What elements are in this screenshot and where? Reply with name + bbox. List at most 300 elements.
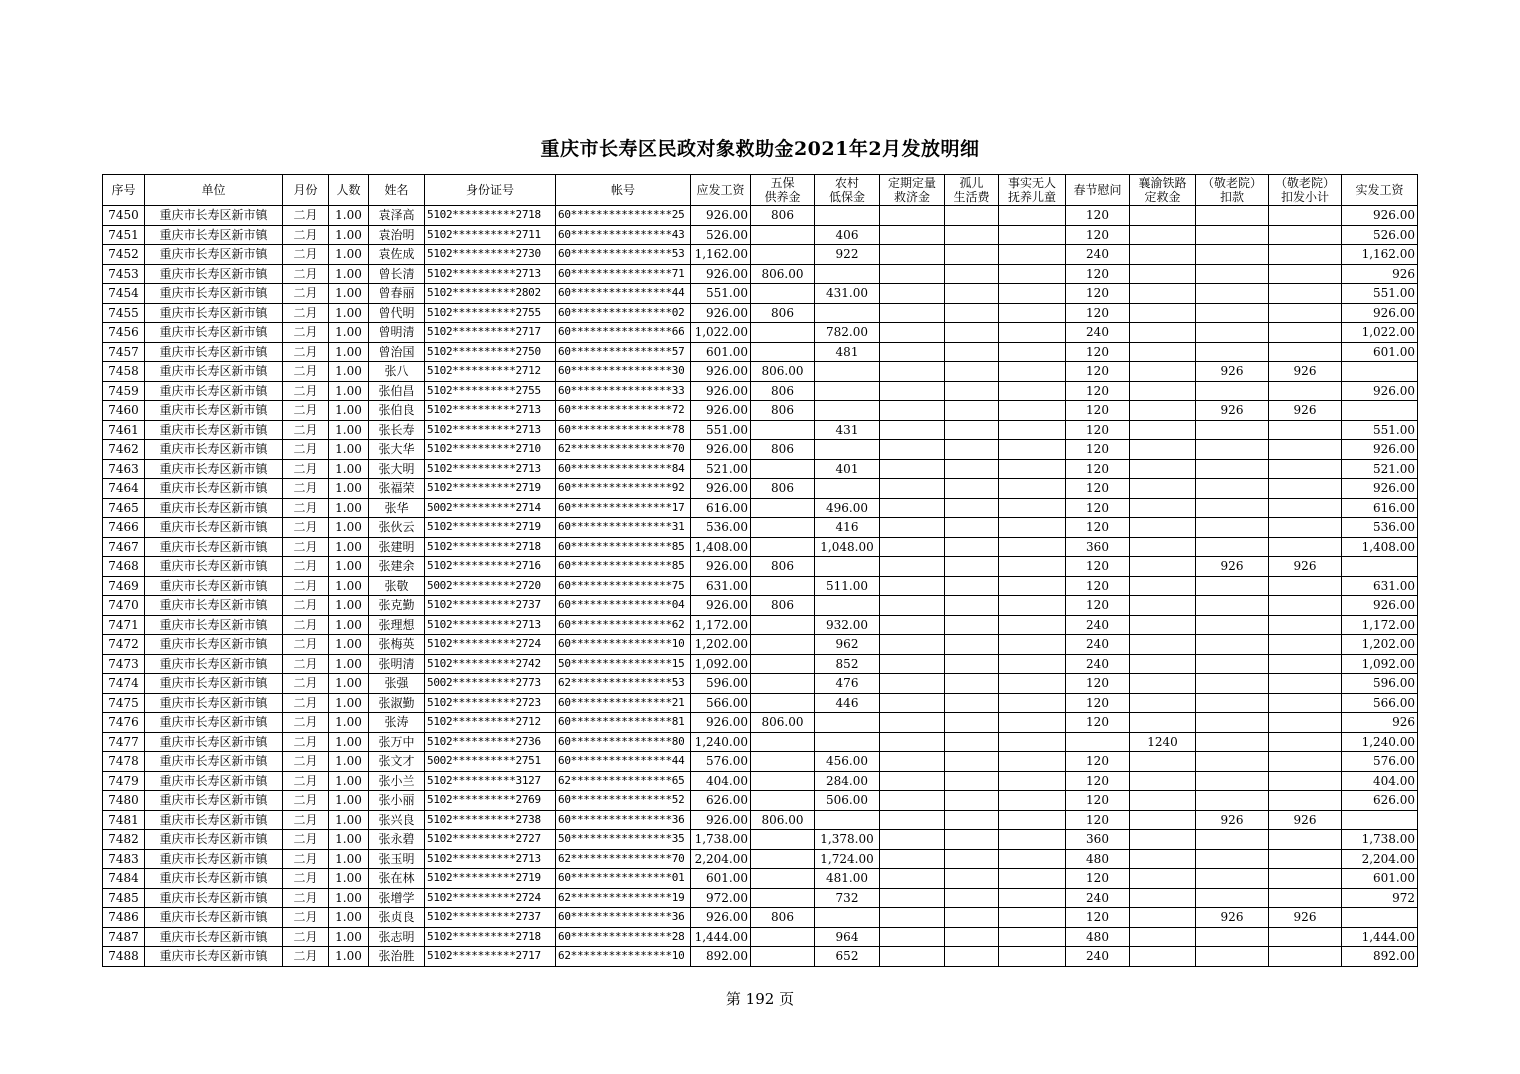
table-cell: 626.00 <box>691 791 751 811</box>
table-cell <box>1269 225 1342 245</box>
table-cell <box>999 849 1066 869</box>
table-row <box>103 440 1418 460</box>
table-cell <box>1269 479 1342 499</box>
table-cell: 480 <box>1066 927 1130 947</box>
table-cell: 1,738.00 <box>691 830 751 850</box>
table-cell <box>999 342 1066 362</box>
table-cell: 1.00 <box>329 635 369 655</box>
table-cell: 5102**********2737 <box>425 908 556 928</box>
table-cell <box>1196 830 1269 850</box>
table-cell <box>1130 752 1196 772</box>
table-cell: 7479 <box>103 771 145 791</box>
table-cell <box>751 459 815 479</box>
table-cell <box>815 908 880 928</box>
table-cell: 596.00 <box>691 674 751 694</box>
table-cell <box>880 440 945 460</box>
table-cell: 62****************53 <box>556 674 691 694</box>
table-cell: 5102**********2727 <box>425 830 556 850</box>
table-cell: 806.00 <box>751 362 815 382</box>
table-cell: 120 <box>1066 576 1130 596</box>
table-cell: 5102**********2712 <box>425 713 556 733</box>
table-cell <box>945 888 999 908</box>
column-header: 单位 <box>145 175 283 206</box>
table-cell: 5102**********2730 <box>425 245 556 265</box>
table-cell: 431 <box>815 420 880 440</box>
table-cell <box>880 284 945 304</box>
table-cell: 7464 <box>103 479 145 499</box>
table-cell: 7482 <box>103 830 145 850</box>
table-cell: 120 <box>1066 225 1130 245</box>
column-header: 序号 <box>103 175 145 206</box>
table-cell: 806.00 <box>751 264 815 284</box>
table-cell: 926 <box>1342 264 1418 284</box>
table-cell <box>880 459 945 479</box>
table-cell: 二月 <box>283 830 329 850</box>
table-cell: 重庆市长寿区新市镇 <box>145 635 283 655</box>
table-cell: 806 <box>751 908 815 928</box>
table-cell: 袁治明 <box>369 225 425 245</box>
table-cell: 926.00 <box>1342 596 1418 616</box>
table-row <box>103 206 1418 226</box>
table-cell: 张伯良 <box>369 401 425 421</box>
table-cell: 926.00 <box>691 362 751 382</box>
table-cell <box>999 596 1066 616</box>
table-cell: 5102**********2713 <box>425 401 556 421</box>
table-cell <box>999 362 1066 382</box>
table-cell: 二月 <box>283 771 329 791</box>
table-cell: 120 <box>1066 908 1130 928</box>
table-cell <box>945 225 999 245</box>
table-cell: 431.00 <box>815 284 880 304</box>
table-cell: 1.00 <box>329 342 369 362</box>
table-cell: 1.00 <box>329 615 369 635</box>
table-cell <box>945 459 999 479</box>
table-cell: 曾长清 <box>369 264 425 284</box>
table-row <box>103 869 1418 889</box>
table-cell: 60****************62 <box>556 615 691 635</box>
table-cell <box>945 323 999 343</box>
table-cell: 1,444.00 <box>1342 927 1418 947</box>
table-cell <box>1130 693 1196 713</box>
table-cell: 1,240.00 <box>1342 732 1418 752</box>
table-cell: 1,172.00 <box>691 615 751 635</box>
table-cell <box>880 810 945 830</box>
table-cell: 重庆市长寿区新市镇 <box>145 771 283 791</box>
table-cell <box>1196 479 1269 499</box>
table-cell: 7481 <box>103 810 145 830</box>
table-cell <box>880 615 945 635</box>
table-cell: 120 <box>1066 869 1130 889</box>
table-cell: 张梅英 <box>369 635 425 655</box>
table-cell <box>1196 713 1269 733</box>
table-cell: 60****************36 <box>556 908 691 928</box>
table-cell <box>1196 420 1269 440</box>
table-cell: 二月 <box>283 713 329 733</box>
table-cell: 1.00 <box>329 732 369 752</box>
table-cell <box>880 791 945 811</box>
table-cell: 张八 <box>369 362 425 382</box>
table-cell: 重庆市长寿区新市镇 <box>145 752 283 772</box>
table-cell <box>1196 869 1269 889</box>
table-cell <box>1196 674 1269 694</box>
table-cell <box>945 342 999 362</box>
table-cell: 张华 <box>369 498 425 518</box>
table-cell: 120 <box>1066 557 1130 577</box>
table-cell: 7463 <box>103 459 145 479</box>
table-cell <box>880 635 945 655</box>
column-header: 春节慰问 <box>1066 175 1130 206</box>
table-cell: 926.00 <box>691 303 751 323</box>
table-cell <box>999 635 1066 655</box>
table-cell <box>999 947 1066 967</box>
table-cell: 551.00 <box>691 284 751 304</box>
table-cell <box>1196 303 1269 323</box>
table-cell <box>1342 362 1418 382</box>
table-cell: 404.00 <box>691 771 751 791</box>
table-row <box>103 888 1418 908</box>
table-cell <box>1130 674 1196 694</box>
table-cell: 曾治国 <box>369 342 425 362</box>
column-header: （敬老院） 扣款 <box>1196 175 1269 206</box>
table-cell <box>751 732 815 752</box>
table-cell: 60****************44 <box>556 752 691 772</box>
table-cell <box>751 927 815 947</box>
table-cell <box>999 459 1066 479</box>
table-cell: 重庆市长寿区新市镇 <box>145 479 283 499</box>
table-cell <box>945 518 999 538</box>
table-cell <box>1196 342 1269 362</box>
table-cell: 481.00 <box>815 869 880 889</box>
table-cell: 二月 <box>283 284 329 304</box>
table-cell <box>1269 752 1342 772</box>
table-cell <box>1269 849 1342 869</box>
table-cell: 重庆市长寿区新市镇 <box>145 615 283 635</box>
table-row <box>103 459 1418 479</box>
table-cell: 1.00 <box>329 674 369 694</box>
table-cell: 张增学 <box>369 888 425 908</box>
table-cell: 926 <box>1269 557 1342 577</box>
table-cell: 601.00 <box>691 342 751 362</box>
table-cell: 张贞良 <box>369 908 425 928</box>
table-cell: 2,204.00 <box>691 849 751 869</box>
table-cell <box>1196 459 1269 479</box>
table-cell: 240 <box>1066 635 1130 655</box>
table-cell: 张建余 <box>369 557 425 577</box>
table-cell <box>751 635 815 655</box>
table-cell: 7466 <box>103 518 145 538</box>
table-cell <box>751 323 815 343</box>
table-cell <box>880 693 945 713</box>
table-cell: 526.00 <box>691 225 751 245</box>
table-cell <box>1269 713 1342 733</box>
table-cell: 1.00 <box>329 849 369 869</box>
table-cell <box>945 576 999 596</box>
table-cell: 120 <box>1066 401 1130 421</box>
table-cell: 1.00 <box>329 596 369 616</box>
table-cell <box>751 654 815 674</box>
column-header: 实发工资 <box>1342 175 1418 206</box>
table-cell: 张小兰 <box>369 771 425 791</box>
table-cell: 62****************70 <box>556 440 691 460</box>
table-row <box>103 342 1418 362</box>
table-cell: 1.00 <box>329 264 369 284</box>
table-cell <box>945 303 999 323</box>
table-cell: 926 <box>1196 362 1269 382</box>
table-cell <box>999 420 1066 440</box>
table-cell: 重庆市长寿区新市镇 <box>145 810 283 830</box>
table-cell: 962 <box>815 635 880 655</box>
table-cell: 重庆市长寿区新市镇 <box>145 849 283 869</box>
table-cell: 重庆市长寿区新市镇 <box>145 693 283 713</box>
table-row <box>103 537 1418 557</box>
table-cell <box>751 674 815 694</box>
table-cell <box>815 713 880 733</box>
table-row <box>103 849 1418 869</box>
table-cell <box>945 284 999 304</box>
table-cell: 5002**********2720 <box>425 576 556 596</box>
table-cell: 1,048.00 <box>815 537 880 557</box>
table-cell: 60****************04 <box>556 596 691 616</box>
table-cell <box>1269 303 1342 323</box>
table-cell: 1.00 <box>329 654 369 674</box>
table-cell: 60****************81 <box>556 713 691 733</box>
table-cell <box>751 615 815 635</box>
table-cell <box>751 752 815 772</box>
table-cell: 652 <box>815 947 880 967</box>
table-cell: 重庆市长寿区新市镇 <box>145 869 283 889</box>
table-cell <box>945 420 999 440</box>
table-cell: 5102**********2717 <box>425 323 556 343</box>
table-cell: 7487 <box>103 927 145 947</box>
table-cell: 60****************36 <box>556 810 691 830</box>
table-cell <box>880 401 945 421</box>
table-cell <box>999 303 1066 323</box>
table-cell <box>880 245 945 265</box>
table-cell: 926.00 <box>691 264 751 284</box>
table-cell: 二月 <box>283 440 329 460</box>
table-row <box>103 498 1418 518</box>
column-header: 人数 <box>329 175 369 206</box>
table-cell <box>1130 615 1196 635</box>
table-cell: 526.00 <box>1342 225 1418 245</box>
table-cell: 张永碧 <box>369 830 425 850</box>
table-cell <box>945 732 999 752</box>
table-cell: 1,022.00 <box>1342 323 1418 343</box>
table-cell: 5102**********2724 <box>425 888 556 908</box>
table-cell <box>751 420 815 440</box>
table-cell: 二月 <box>283 303 329 323</box>
table-cell: 240 <box>1066 888 1130 908</box>
table-cell <box>880 518 945 538</box>
table-cell <box>1130 888 1196 908</box>
table-cell: 二月 <box>283 498 329 518</box>
table-cell <box>751 947 815 967</box>
table-cell <box>999 713 1066 733</box>
table-cell: 60****************33 <box>556 381 691 401</box>
table-cell: 7475 <box>103 693 145 713</box>
table-cell <box>1269 323 1342 343</box>
table-cell: 932.00 <box>815 615 880 635</box>
table-cell: 60****************92 <box>556 479 691 499</box>
table-cell: 1,202.00 <box>691 635 751 655</box>
table-cell: 456.00 <box>815 752 880 772</box>
table-cell: 240 <box>1066 323 1130 343</box>
table-cell <box>751 284 815 304</box>
table-cell <box>751 225 815 245</box>
table-cell <box>1130 576 1196 596</box>
table-cell: 1.00 <box>329 206 369 226</box>
table-cell: 120 <box>1066 420 1130 440</box>
table-cell: 7485 <box>103 888 145 908</box>
table-cell <box>880 674 945 694</box>
table-cell: 60****************80 <box>556 732 691 752</box>
table-cell: 7484 <box>103 869 145 889</box>
table-cell: 7472 <box>103 635 145 655</box>
table-cell: 480 <box>1066 849 1130 869</box>
table-cell: 张建明 <box>369 537 425 557</box>
table-cell <box>1269 888 1342 908</box>
table-cell <box>1130 810 1196 830</box>
table-row <box>103 381 1418 401</box>
table-cell: 二月 <box>283 420 329 440</box>
table-cell <box>751 518 815 538</box>
table-cell: 360 <box>1066 830 1130 850</box>
table-cell: 张明清 <box>369 654 425 674</box>
table-cell <box>999 771 1066 791</box>
table-cell <box>1130 284 1196 304</box>
table-cell: 1,724.00 <box>815 849 880 869</box>
table-cell <box>945 654 999 674</box>
column-header: 农村 低保金 <box>815 175 880 206</box>
table-cell <box>1196 927 1269 947</box>
table-row <box>103 810 1418 830</box>
table-cell: 重庆市长寿区新市镇 <box>145 303 283 323</box>
column-header: 月份 <box>283 175 329 206</box>
table-cell: 284.00 <box>815 771 880 791</box>
table-cell: 5102**********2712 <box>425 362 556 382</box>
table-cell <box>880 752 945 772</box>
table-row <box>103 635 1418 655</box>
table-cell <box>945 791 999 811</box>
table-cell: 二月 <box>283 732 329 752</box>
table-cell <box>1130 420 1196 440</box>
table-cell: 张福荣 <box>369 479 425 499</box>
table-cell: 5102**********2717 <box>425 947 556 967</box>
table-cell: 551.00 <box>691 420 751 440</box>
table-cell <box>945 635 999 655</box>
table-row <box>103 401 1418 421</box>
table-row <box>103 284 1418 304</box>
table-cell <box>945 752 999 772</box>
table-cell: 7480 <box>103 791 145 811</box>
column-header: 事实无人 抚养儿童 <box>999 175 1066 206</box>
table-cell: 1.00 <box>329 791 369 811</box>
table-cell: 60****************17 <box>556 498 691 518</box>
table-cell: 曾春丽 <box>369 284 425 304</box>
table-cell <box>1130 908 1196 928</box>
table-body <box>103 206 1418 967</box>
table-cell: 240 <box>1066 245 1130 265</box>
table-cell: 7454 <box>103 284 145 304</box>
table-cell: 806 <box>751 440 815 460</box>
table-cell <box>880 888 945 908</box>
table-cell <box>999 537 1066 557</box>
table-cell: 二月 <box>283 206 329 226</box>
table-cell: 60****************25 <box>556 206 691 226</box>
table-cell: 7457 <box>103 342 145 362</box>
table-cell <box>1130 557 1196 577</box>
table-cell: 5102**********2711 <box>425 225 556 245</box>
table-cell: 576.00 <box>1342 752 1418 772</box>
table-cell <box>1342 908 1418 928</box>
table-cell: 5102**********2719 <box>425 869 556 889</box>
table-cell <box>1130 401 1196 421</box>
page-number: 第 192 页 <box>725 990 795 1008</box>
column-header: （敬老院） 扣发小计 <box>1269 175 1342 206</box>
table-cell: 926.00 <box>691 401 751 421</box>
table-cell: 806 <box>751 596 815 616</box>
table-cell <box>1269 674 1342 694</box>
table-cell: 926.00 <box>1342 440 1418 460</box>
table-cell <box>880 557 945 577</box>
table-cell: 1.00 <box>329 830 369 850</box>
table-cell: 120 <box>1066 440 1130 460</box>
table-cell <box>751 888 815 908</box>
table-cell: 60****************85 <box>556 557 691 577</box>
table-cell <box>945 206 999 226</box>
table-cell <box>751 791 815 811</box>
table-cell: 7476 <box>103 713 145 733</box>
table-cell: 732 <box>815 888 880 908</box>
table-cell <box>1196 888 1269 908</box>
header-row <box>103 175 1418 206</box>
table-cell: 60****************30 <box>556 362 691 382</box>
table-cell: 张小丽 <box>369 791 425 811</box>
table-cell: 5102**********2718 <box>425 537 556 557</box>
table-cell: 7468 <box>103 557 145 577</box>
table-cell <box>1269 576 1342 596</box>
table-cell: 596.00 <box>1342 674 1418 694</box>
table-cell: 1,444.00 <box>691 927 751 947</box>
table-cell <box>1196 654 1269 674</box>
table-cell <box>880 596 945 616</box>
table-cell: 重庆市长寿区新市镇 <box>145 908 283 928</box>
table-cell <box>1269 381 1342 401</box>
table-cell: 60****************75 <box>556 576 691 596</box>
table-cell: 张长寿 <box>369 420 425 440</box>
table-cell: 二月 <box>283 362 329 382</box>
table-cell <box>1269 947 1342 967</box>
table-cell: 二月 <box>283 576 329 596</box>
table-cell: 5102**********2802 <box>425 284 556 304</box>
table-cell: 926 <box>1269 908 1342 928</box>
table-cell: 5102**********2736 <box>425 732 556 752</box>
table-cell: 张涛 <box>369 713 425 733</box>
table-cell: 5102**********2718 <box>425 206 556 226</box>
table-cell <box>1196 693 1269 713</box>
table-cell: 1.00 <box>329 498 369 518</box>
table-cell: 120 <box>1066 479 1130 499</box>
table-cell <box>945 245 999 265</box>
table-cell: 1.00 <box>329 576 369 596</box>
table-cell: 二月 <box>283 752 329 772</box>
table-cell: 120 <box>1066 596 1130 616</box>
table-cell: 7469 <box>103 576 145 596</box>
table-row <box>103 596 1418 616</box>
table-cell <box>880 849 945 869</box>
table-cell: 重庆市长寿区新市镇 <box>145 888 283 908</box>
table-cell <box>945 557 999 577</box>
